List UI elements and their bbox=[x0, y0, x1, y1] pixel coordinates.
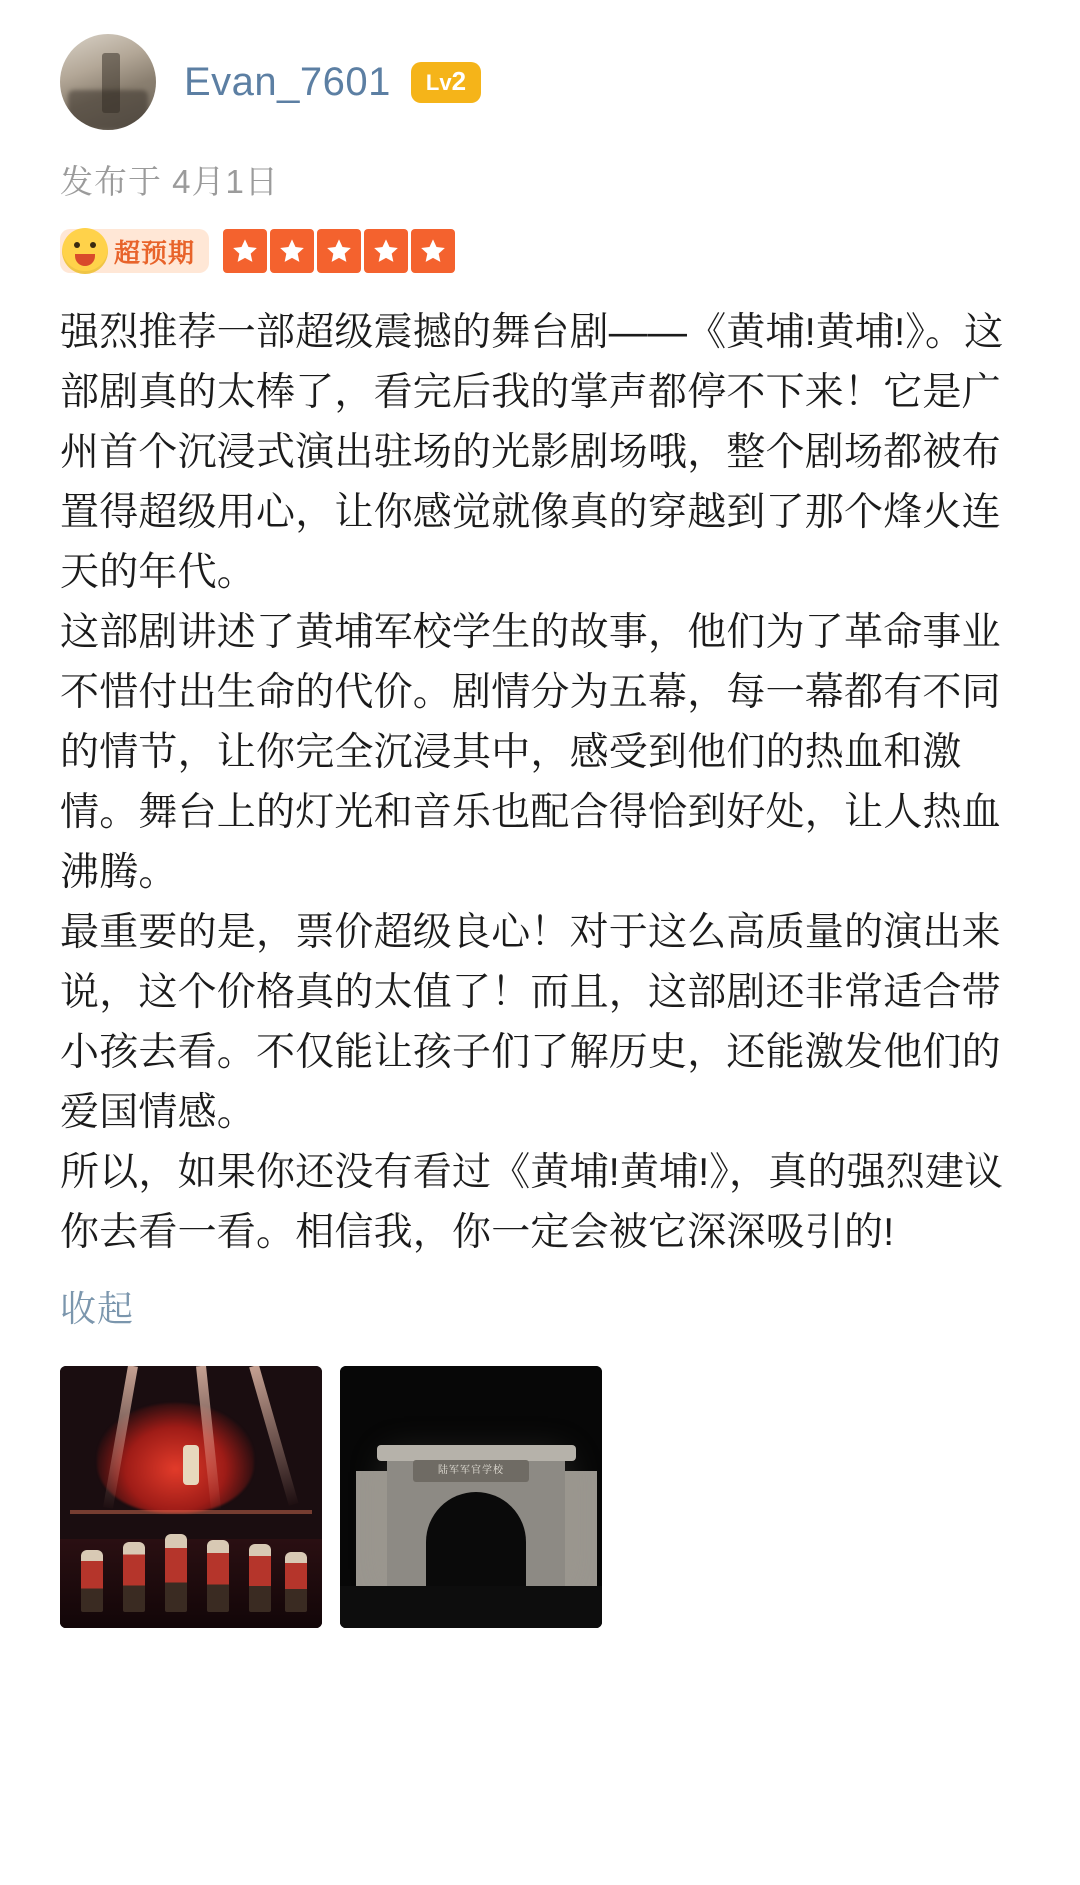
star-icon bbox=[223, 229, 267, 273]
expect-label: 超预期 bbox=[114, 237, 196, 268]
review-paragraph: 强烈推荐一部超级震撼的舞台剧——《黄埔!黄埔!》。这部剧真的太棒了，看完后我的掌声都停不下来！它是广州首个沉浸式演出驻场的光影剧场哦，整个剧场都被布置得超级用心，让你感觉就像真的穿越到了那个烽火连天的年代。 bbox=[60, 311, 1004, 594]
review-paragraph: 所以，如果你还没有看过《黄埔!黄埔!》，真的强烈建议你去看一看。相信我，你一定会被它深深吸引的! bbox=[60, 1151, 1004, 1254]
review-photo-1[interactable] bbox=[60, 1366, 322, 1628]
star-rating bbox=[223, 229, 458, 273]
stage-photo-red-lighting bbox=[60, 1366, 322, 1628]
star-icon bbox=[364, 229, 408, 273]
review-text bbox=[60, 303, 1020, 1263]
stage-photo-gate bbox=[340, 1366, 602, 1628]
review-paragraph: 这部剧讲述了黄埔军校学生的故事，他们为了革命事业不惜付出生命的代价。剧情分为五幕，每一幕都有不同的情节，让你完全沉浸其中，感受到他们的热血和激情。舞台上的灯光和音乐也配合得恰到好处，让人热血沸腾。 bbox=[60, 611, 1001, 894]
username[interactable]: Evan_7601 bbox=[184, 59, 391, 104]
review-paragraph: 最重要的是，票价超级良心！对于这么高质量的演出来说，这个价格真的太值了！而且，这部剧还非常适合带小孩去看。不仅能让孩子们了解历史，还能激发他们的爱国情感。 bbox=[60, 911, 1001, 1134]
level-badge bbox=[411, 62, 481, 103]
gate-plaque-text: 陆军军官学校 bbox=[413, 1460, 528, 1482]
review-photo-2[interactable] bbox=[340, 1366, 602, 1628]
star-icon bbox=[270, 229, 314, 273]
star-icon bbox=[411, 229, 455, 273]
status-badge bbox=[60, 229, 209, 273]
star-icon bbox=[317, 229, 361, 273]
avatar-photo-icon bbox=[60, 34, 156, 130]
photo-gallery bbox=[60, 1366, 1020, 1628]
level-prefix: Lv bbox=[425, 69, 452, 95]
avatar[interactable] bbox=[60, 34, 156, 130]
rating-row bbox=[60, 229, 1020, 273]
review-header bbox=[60, 0, 1020, 130]
surprised-face-emoji-icon bbox=[62, 228, 108, 274]
level-number: 2 bbox=[451, 65, 467, 96]
collapse-toggle[interactable]: 收起 bbox=[60, 1288, 135, 1329]
publish-date: 发布于 4月1日 bbox=[60, 163, 279, 200]
